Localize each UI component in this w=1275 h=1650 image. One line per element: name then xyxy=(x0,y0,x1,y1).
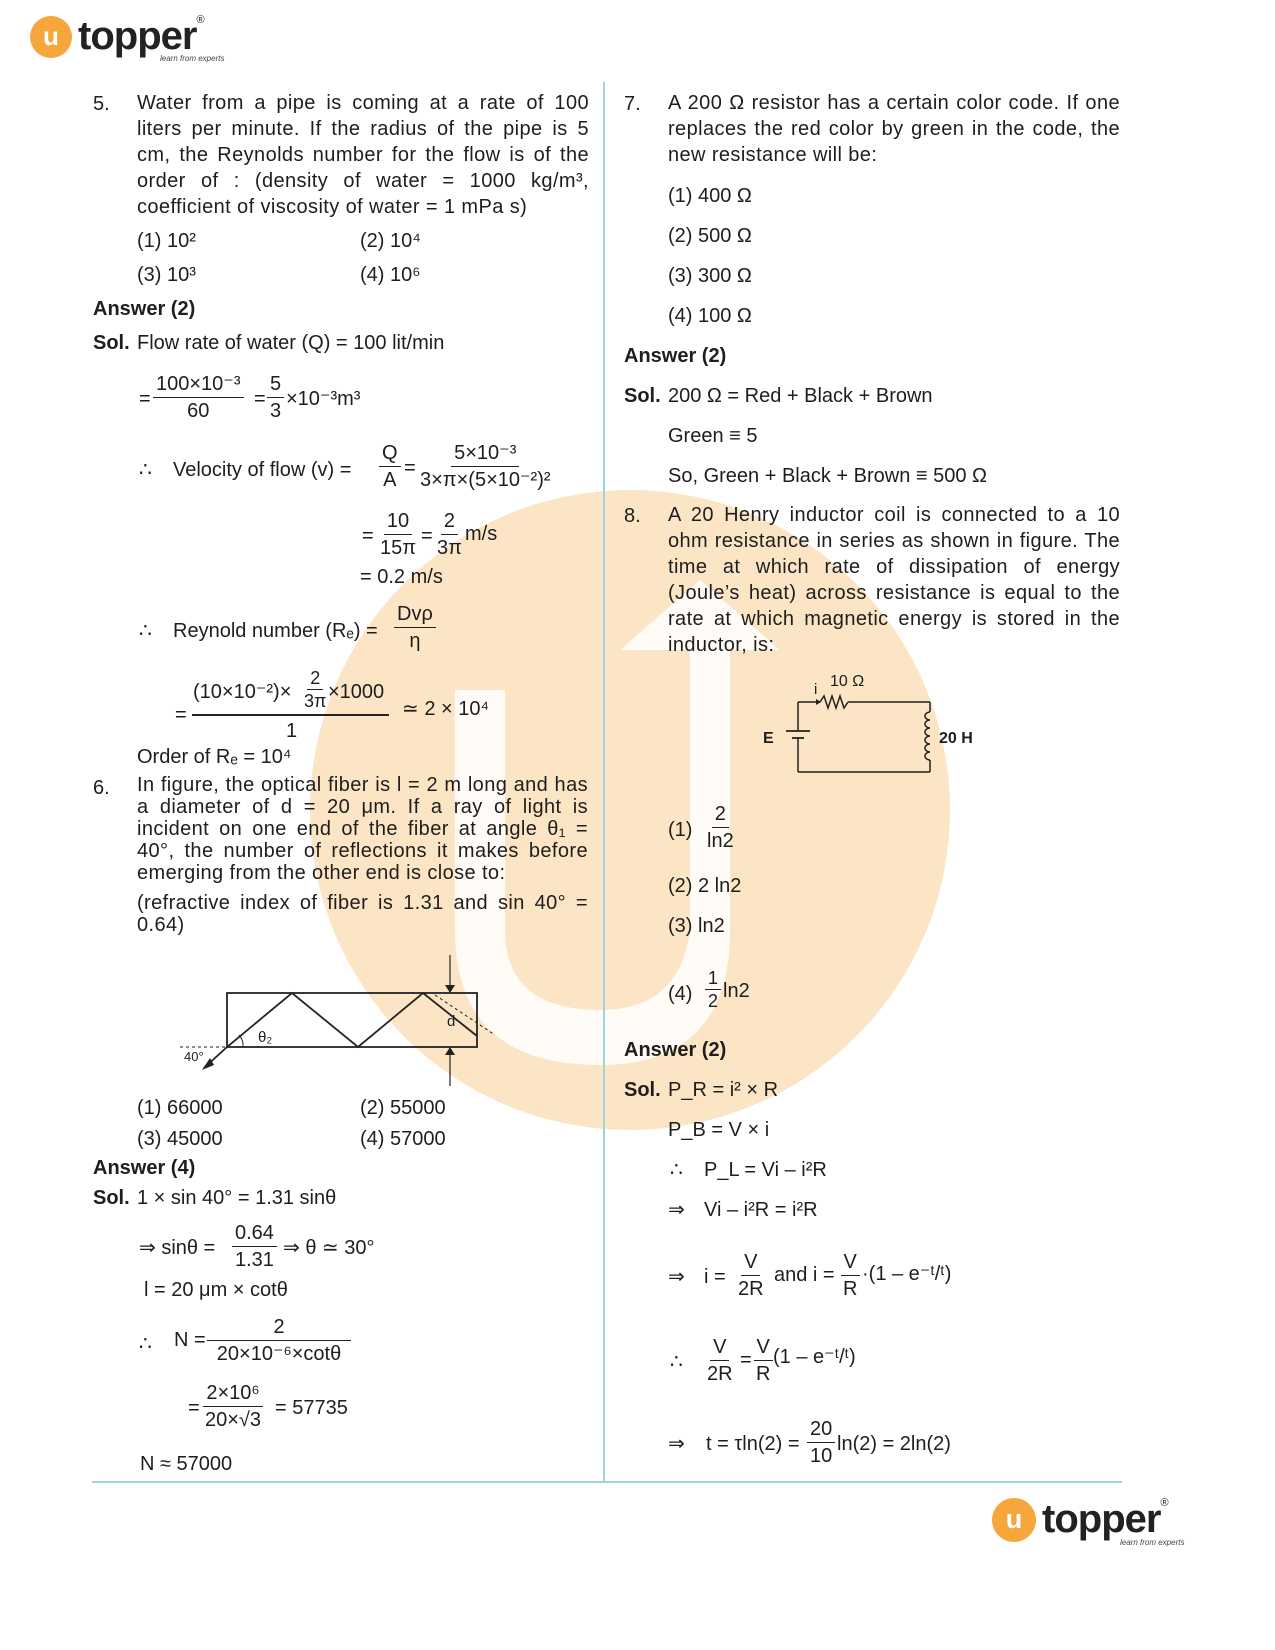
q5-velocity-frac-3: 2 3π xyxy=(437,510,462,559)
q8-e1-mid: and i = xyxy=(774,1264,835,1286)
q5-option-1: (1) 10² xyxy=(137,230,196,252)
dim-arrow-bottom xyxy=(445,1047,455,1055)
eq-sign: = xyxy=(139,388,151,410)
q5-frac-1: 100×10⁻³ 60 xyxy=(153,372,244,423)
q8-e2-frac: V 2R xyxy=(707,1336,733,1385)
eq-sign: = xyxy=(404,457,416,479)
q5-reynolds-label: Reynold number (Rₑ) = xyxy=(173,620,378,642)
q5-text: Water from a pipe is coming at a rate of 100 liters per minute. If the radius of the pipe is 5 cm, the Reynolds number for the flow is of the order of : (density of water = 1000 kg/m³, coefficient of viscosity of water = 1 mPa s) xyxy=(137,92,589,218)
header-logo xyxy=(30,14,205,59)
q8-circuit-r: 10 Ω xyxy=(830,673,865,690)
q7-so: So, Green + Black + Brown ≡ 500 Ω xyxy=(668,465,988,487)
q5-q-over-a: Q A xyxy=(379,441,401,492)
q8-e1-frac: V 2R xyxy=(738,1251,764,1300)
q5-answer: Answer (2) xyxy=(93,298,196,320)
q8-option-1-label: (1) xyxy=(668,819,693,841)
registered-mark: ® xyxy=(1160,1497,1169,1509)
q8-e1-pre: i = xyxy=(704,1266,726,1288)
q8-sol-2: P_B = V × i xyxy=(668,1119,770,1141)
logo-text: topper xyxy=(78,14,197,58)
q8-e3-frac: 20 10 xyxy=(807,1417,835,1468)
q5-reynolds-frac: Dvρ η xyxy=(394,602,436,653)
q7-option-2: (2) 500 Ω xyxy=(668,225,752,247)
q6-n2-post: = 57735 xyxy=(275,1397,348,1419)
q8-circuit-e: E xyxy=(763,730,774,747)
logo-circle: u xyxy=(992,1498,1036,1542)
eq-sign: = xyxy=(188,1397,200,1419)
q5-velocity-unit: m/s xyxy=(465,523,498,545)
q6-n2-frac: 2×10⁶ 20×√3 xyxy=(205,1382,262,1431)
q6-n-label: N = xyxy=(174,1329,206,1351)
q7-sol-label: Sol. xyxy=(624,385,661,407)
q8-sol-3: P_L = Vi – i²R xyxy=(704,1159,827,1181)
q8-circuit-figure xyxy=(780,690,940,780)
q5-reynolds-calc-den: 1 xyxy=(286,720,298,742)
q7-sol-line: 200 Ω = Red + Black + Brown xyxy=(668,385,933,407)
q8-e2-frac-2: V R xyxy=(753,1335,773,1386)
q8-e2-tail: (1 – e⁻ᵗ/ᵗ) xyxy=(773,1346,856,1368)
eq-sign: = xyxy=(421,525,433,547)
q8-number: 8. xyxy=(624,505,641,527)
q6-sin-frac: 0.64 1.31 xyxy=(232,1221,277,1272)
q6-option-3: (3) 45000 xyxy=(137,1128,223,1150)
eq-sign: = xyxy=(740,1349,752,1371)
q5-reynolds-approx: ≃ 2 × 10⁴ xyxy=(402,698,490,720)
q6-text-2: (refractive index of fiber is 1.31 and sin 40° = 0.64) xyxy=(137,892,588,936)
q6-answer: Answer (4) xyxy=(93,1157,196,1179)
q5-reynolds-calc-tail: ×1000 xyxy=(328,681,385,703)
therefore-symbol: ∴ xyxy=(139,1333,152,1355)
q6-option-4: (4) 57000 xyxy=(360,1128,446,1150)
q7-answer: Answer (2) xyxy=(624,345,727,367)
q8-sol-label: Sol. xyxy=(624,1079,661,1101)
q6-sol-line: 1 × sin 40° = 1.31 sinθ xyxy=(137,1187,337,1209)
q6-fig-angle: 40° xyxy=(184,1049,204,1064)
q5-velocity-result: = 0.2 m/s xyxy=(360,566,443,588)
q8-text: A 20 Henry inductor coil is connected to a 10 ohm resistance in series as shown in figure. The time at which rate of dissipation of energy (Joule’s heat) across resistance is equal to the rate at which magnetic energy is stored in the inductor, is: xyxy=(668,504,1120,656)
q5-sol-line: Flow rate of water (Q) = 100 lit/min xyxy=(137,332,445,354)
implies-symbol: ⇒ xyxy=(668,1266,685,1288)
registered-mark: ® xyxy=(196,14,205,26)
q8-option-3: (3) ln2 xyxy=(668,915,725,937)
q6-option-1: (1) 66000 xyxy=(137,1097,223,1119)
therefore-symbol: ∴ xyxy=(139,459,152,481)
q8-e1-frac-2: V R xyxy=(840,1250,860,1301)
eq-sign: = xyxy=(254,388,266,410)
footer-logo xyxy=(992,1497,1169,1542)
q7-green: Green ≡ 5 xyxy=(668,425,758,447)
q5-reynolds-calc-inner: 2 3π xyxy=(304,668,327,711)
q5-option-3: (3) 10³ xyxy=(137,264,196,286)
q6-sin-pre: ⇒ sinθ = xyxy=(139,1237,216,1259)
q7-option-3: (3) 300 Ω xyxy=(668,265,752,287)
q6-fiber-figure xyxy=(180,950,510,1090)
q8-option-1-frac: 2 ln2 xyxy=(707,803,734,852)
logo-circle: u xyxy=(30,16,72,58)
q8-option-4-tail: ln2 xyxy=(723,980,750,1002)
q8-sol-1: P_R = i² × R xyxy=(668,1079,779,1101)
q5-reynolds-calc-num: (10×10⁻²)× xyxy=(193,681,292,703)
q8-e3-pre: t = τln(2) = xyxy=(706,1433,800,1455)
q5-order: Order of Rₑ = 10⁴ xyxy=(137,746,292,768)
q8-option-4-frac: 1 2 xyxy=(705,968,721,1011)
q8-answer: Answer (2) xyxy=(624,1039,727,1061)
q8-sol-4: Vi – i²R = i²R xyxy=(704,1199,818,1221)
q8-option-2: (2) 2 ln2 xyxy=(668,875,742,897)
bottom-rule xyxy=(92,1481,1122,1483)
q6-fig-theta: θ₂ xyxy=(258,1029,273,1046)
q6-n-frac: 2 20×10⁻⁶×cotθ xyxy=(207,1315,351,1366)
q8-circuit-i: i xyxy=(814,681,818,698)
q8-option-4-label: (4) xyxy=(668,983,693,1005)
q8-circuit-l: 20 H xyxy=(939,730,973,747)
therefore-symbol: ∴ xyxy=(670,1159,683,1181)
q5-reynolds-calc-bar xyxy=(192,714,389,716)
q6-l-line: l = 20 μm × cotθ xyxy=(144,1279,288,1301)
q6-sol-label: Sol. xyxy=(93,1187,130,1209)
q5-option-2: (2) 10⁴ xyxy=(360,230,421,252)
dim-arrow-top xyxy=(445,985,455,993)
inductor-coil xyxy=(925,712,930,760)
q7-option-4: (4) 100 Ω xyxy=(668,305,752,327)
q5-velocity-label: Velocity of flow (v) = xyxy=(173,459,352,481)
resistor xyxy=(820,696,848,708)
q6-text: In figure, the optical fiber is l = 2 m long and has a diameter of d = 20 μm. If a ray of light is incident on one end of the fiber at angle θ₁ = 40°, the number of reflections it makes before emerging from the other end is close to: xyxy=(137,774,588,884)
fiber-ray xyxy=(204,993,477,1068)
q5-sol-label: Sol. xyxy=(93,332,130,354)
q7-number: 7. xyxy=(624,93,641,115)
therefore-symbol: ∴ xyxy=(670,1351,683,1373)
implies-symbol: ⇒ xyxy=(668,1199,685,1221)
q7-option-1: (1) 400 Ω xyxy=(668,185,752,207)
eq-sign: = xyxy=(362,525,374,547)
footer-tagline: learn from experts xyxy=(1120,1538,1185,1547)
q6-option-2: (2) 55000 xyxy=(360,1097,446,1119)
eq-sign: = xyxy=(175,704,187,726)
q6-number: 6. xyxy=(93,777,110,799)
q6-fig-d: d xyxy=(447,1013,456,1030)
implies-symbol: ⇒ xyxy=(668,1433,685,1455)
q5-frac-2-tail: ×10⁻³m³ xyxy=(286,388,361,410)
column-divider xyxy=(603,82,605,1482)
logo-tagline: learn from experts xyxy=(160,54,225,63)
therefore-symbol: ∴ xyxy=(139,620,152,642)
q5-option-4: (4) 10⁶ xyxy=(360,264,421,286)
logo-text: topper xyxy=(1042,1497,1161,1541)
q8-e3-tail: ln(2) = 2ln(2) xyxy=(837,1433,951,1455)
q8-e1-tail: ·(1 – e⁻ᵗ/ᵗ) xyxy=(862,1263,952,1285)
q5-velocity-frac: 5×10⁻³ 3×π×(5×10⁻²)² xyxy=(420,442,551,491)
q6-sin-post: ⇒ θ ≃ 30° xyxy=(283,1237,375,1259)
q5-velocity-frac-2: 10 15π xyxy=(380,510,417,559)
q6-n-final: N ≈ 57000 xyxy=(140,1453,233,1475)
q5-number: 5. xyxy=(93,93,110,115)
q7-text: A 200 Ω resistor has a certain color code. If one replaces the red color by green in the code, the new resistance will be: xyxy=(668,92,1120,166)
q5-frac-2: 5 3 xyxy=(267,372,284,423)
dotted-diag xyxy=(435,995,495,1035)
